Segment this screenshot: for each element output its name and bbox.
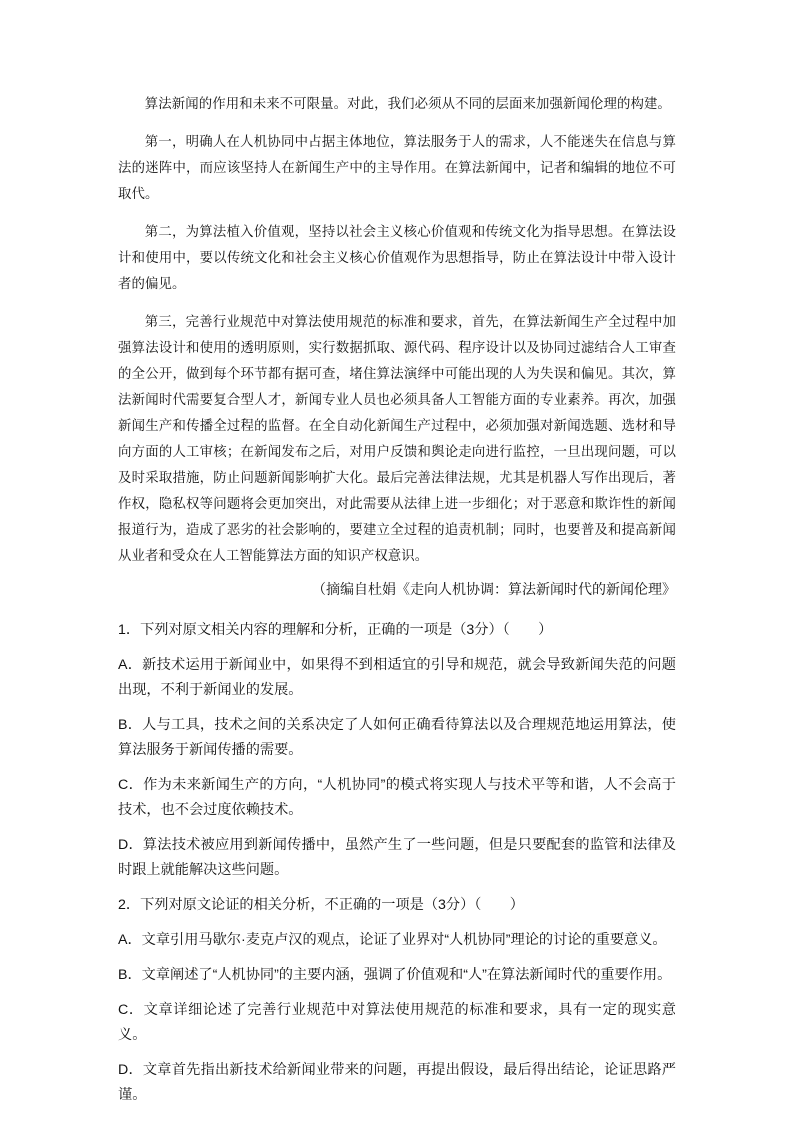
answer-option-b[interactable]: B．人与工具，技术之间的关系决定了人如何正确看待算法以及合理规范地运用算法，使算法服务于新闻传播的需要。 xyxy=(118,717,676,758)
answer-option-d[interactable]: D．算法技术被应用到新闻传播中，虽然产生了一些问题，但是只要配套的监管和法律及时跟上就能解决这些问题。 xyxy=(118,837,676,878)
question-stem: 2．下列对原文论证的相关分析，不正确的一项是（3分）（ ） xyxy=(118,897,524,913)
passage-paragraph: 第三，完善行业规范中对算法使用规范的标准和要求，首先，在算法新闻生产全过程中加强算法设计和使用的透明原则，实行数据抓取、源代码、程序设计以及协同过滤结合人工审查的全公开，做到每个环节都有据可查，堵住算法演绎中可能出现的人为失误和偏见。其次，算法新闻时代需要复合型人才，新闻专业人员也必须具备人工智能方面的专业素养。再次，加强新闻生产和传播全过程的监督。在全自动化新闻生产过程中，必须加强对新闻选题、选材和导向方面的人工审核；在新闻发布之后，对用户反馈和舆论走向进行监控，一旦出现问题，可以及时采取措施，防止问题新闻影响扩大化。最后完善法律法规，尤其是机器人写作出现后，著作权，隐私权等问题将会更加突出，对此需要从法律上进一步细化；对于恶意和欺诈性的新闻报道行为，造成了恶劣的社会影响的，要建立全过程的追责机制；同时，也要普及和提高新闻从业者和受众在人工智能算法方面的知识产权意识。 xyxy=(118,315,676,564)
answer-option-d[interactable]: D．文章首先指出新技术给新闻业带来的问题，再提出假设，最后得出结论，论证思路严谨。 xyxy=(118,1062,676,1103)
answer-option-c[interactable]: C．作为未来新闻生产的方向，“人机协同”的模式将实现人与技术平等和谐，人不会高于技术，也不会过度依赖技术。 xyxy=(118,777,676,818)
passage-paragraph: 第二，为算法植入价值观，坚持以社会主义核心价值观和传统文化为指导思想。在算法设计和使用中，要以传统文化和社会主义核心价值观作为思想指导，防止在算法设计中带入设计者的偏见。 xyxy=(118,225,676,292)
passage-source: （摘编自杜娟《走向人机协调：算法新闻时代的新闻伦理》 xyxy=(312,583,676,598)
passage-paragraph: 算法新闻的作用和未来不可限量。对此，我们必须从不同的层面来加强新闻伦理的构建。 xyxy=(144,97,671,112)
answer-option-a[interactable]: A．新技术运用于新闻业中，如果得不到相适宜的引导和规范，就会导致新闻失范的问题出现，不利于新闻业的发展。 xyxy=(118,657,676,698)
question-1 xyxy=(118,618,676,883)
question-2 xyxy=(118,893,676,1108)
answer-option-b[interactable]: B．文章阐述了“人机协同”的主要内涵，强调了价值观和“人”在算法新闻时代的重要作用。 xyxy=(118,967,672,983)
exam-page xyxy=(118,92,676,1118)
reading-passage xyxy=(118,92,676,604)
passage-paragraph: 第一，明确人在人机协同中占据主体地位，算法服务于人的需求，人不能迷失在信息与算法的迷阵中，而应该坚持人在新闻生产中的主导作用。在算法新闻中，记者和编辑的地位不可取代。 xyxy=(118,135,676,202)
answer-option-c[interactable]: C．文章详细论述了完善行业规范中对算法使用规范的标准和要求，具有一定的现实意义。 xyxy=(118,1002,676,1043)
question-stem: 1．下列对原文相关内容的理解和分析，正确的一项是（3分）（ ） xyxy=(118,622,553,638)
answer-option-a[interactable]: A．文章引用马歇尔·麦克卢汉的观点，论证了业界对“人机协同”理论的讨论的重要意义。 xyxy=(118,932,667,948)
